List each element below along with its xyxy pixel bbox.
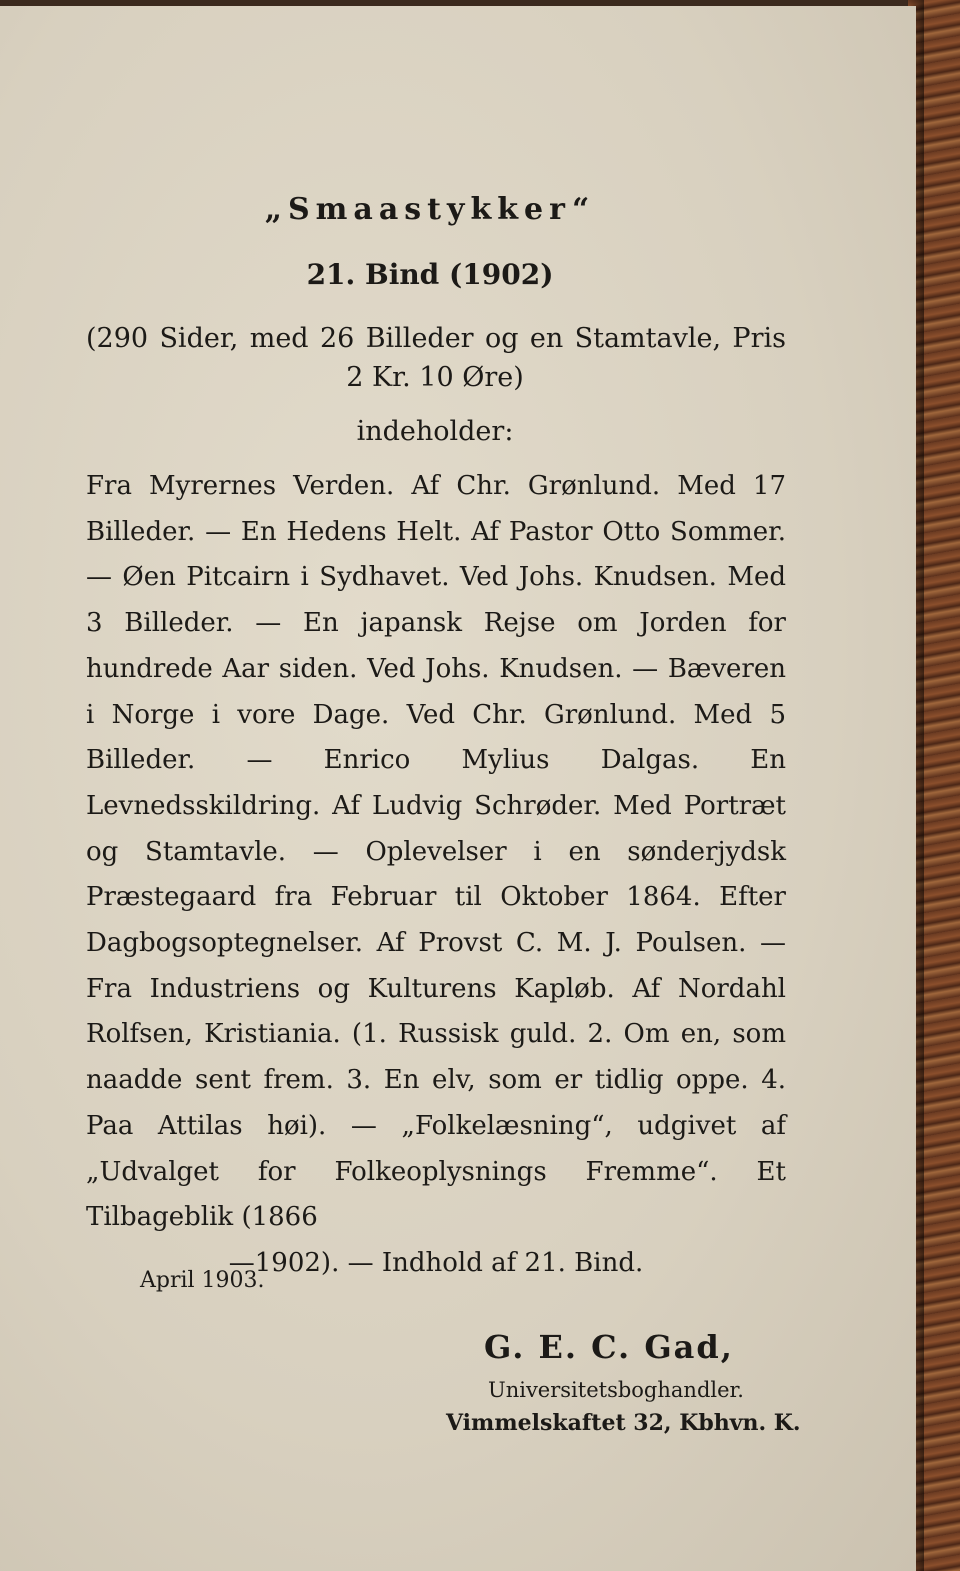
- contents-text: Fra Myrernes Verden. Af Chr. Grønlund. Med 17 Billeder. — En Hedens Helt. Af Pastor Otto Sommer. — Øen Pitcairn i Sydhavet. Ved Johs. Knudsen. Med 3 Billeder. — En japansk Rejse om Jorden for hundrede Aar siden. Ved Johs. Knudsen. — Bæveren i Norge i vore Dage. Ved Chr. Grønlund. Med 5 Billeder. — Enrico Mylius Dalgas. En Levnedsskildring. Af Ludvig Schrøder. Med Portræt og Stamtavle. — Oplevelser i en sønderjydsk Præstegaard fra Februar til Oktober 1864. Efter Dagbogsoptegnelser. Af Provst C. M. J. Poulsen. — Fra Industriens og Kulturens Kapløb. Af Nordahl Rolfsen, Kristiania. (1. Russisk guld. 2. Om en, som naadde sent frem. 3. En elv, som er tidlig oppe. 4. Paa Attilas høi). — „Folkelæsning“, udgivet af „Udvalget for Folkeoplysnings Fremme“. Et Tilbageblik (1866: [86, 471, 786, 1233]
- publisher-name: G. E. C. Gad,: [484, 1328, 734, 1366]
- contains-label: indeholder:: [356, 416, 514, 447]
- publisher-address: Vimmelskaftet 32, Kbhvn. K.: [446, 1410, 801, 1436]
- volume-line: 21. Bind (1902): [306, 258, 554, 291]
- contents-paragraph: [86, 464, 786, 1287]
- publication-date: April 1903.: [140, 1268, 265, 1293]
- pages-line: (290 Sider, med 26 Billeder og en Stamtavle, Pris: [86, 323, 786, 354]
- book-page: [0, 6, 916, 1571]
- page-title: „Smaastykker“: [264, 192, 596, 227]
- price-line: 2 Kr. 10 Øre): [346, 362, 524, 393]
- publisher-role: Universitetsboghandler.: [488, 1378, 744, 1402]
- contents-last-line: —1902). — Indhold af 21. Bind.: [228, 1247, 644, 1278]
